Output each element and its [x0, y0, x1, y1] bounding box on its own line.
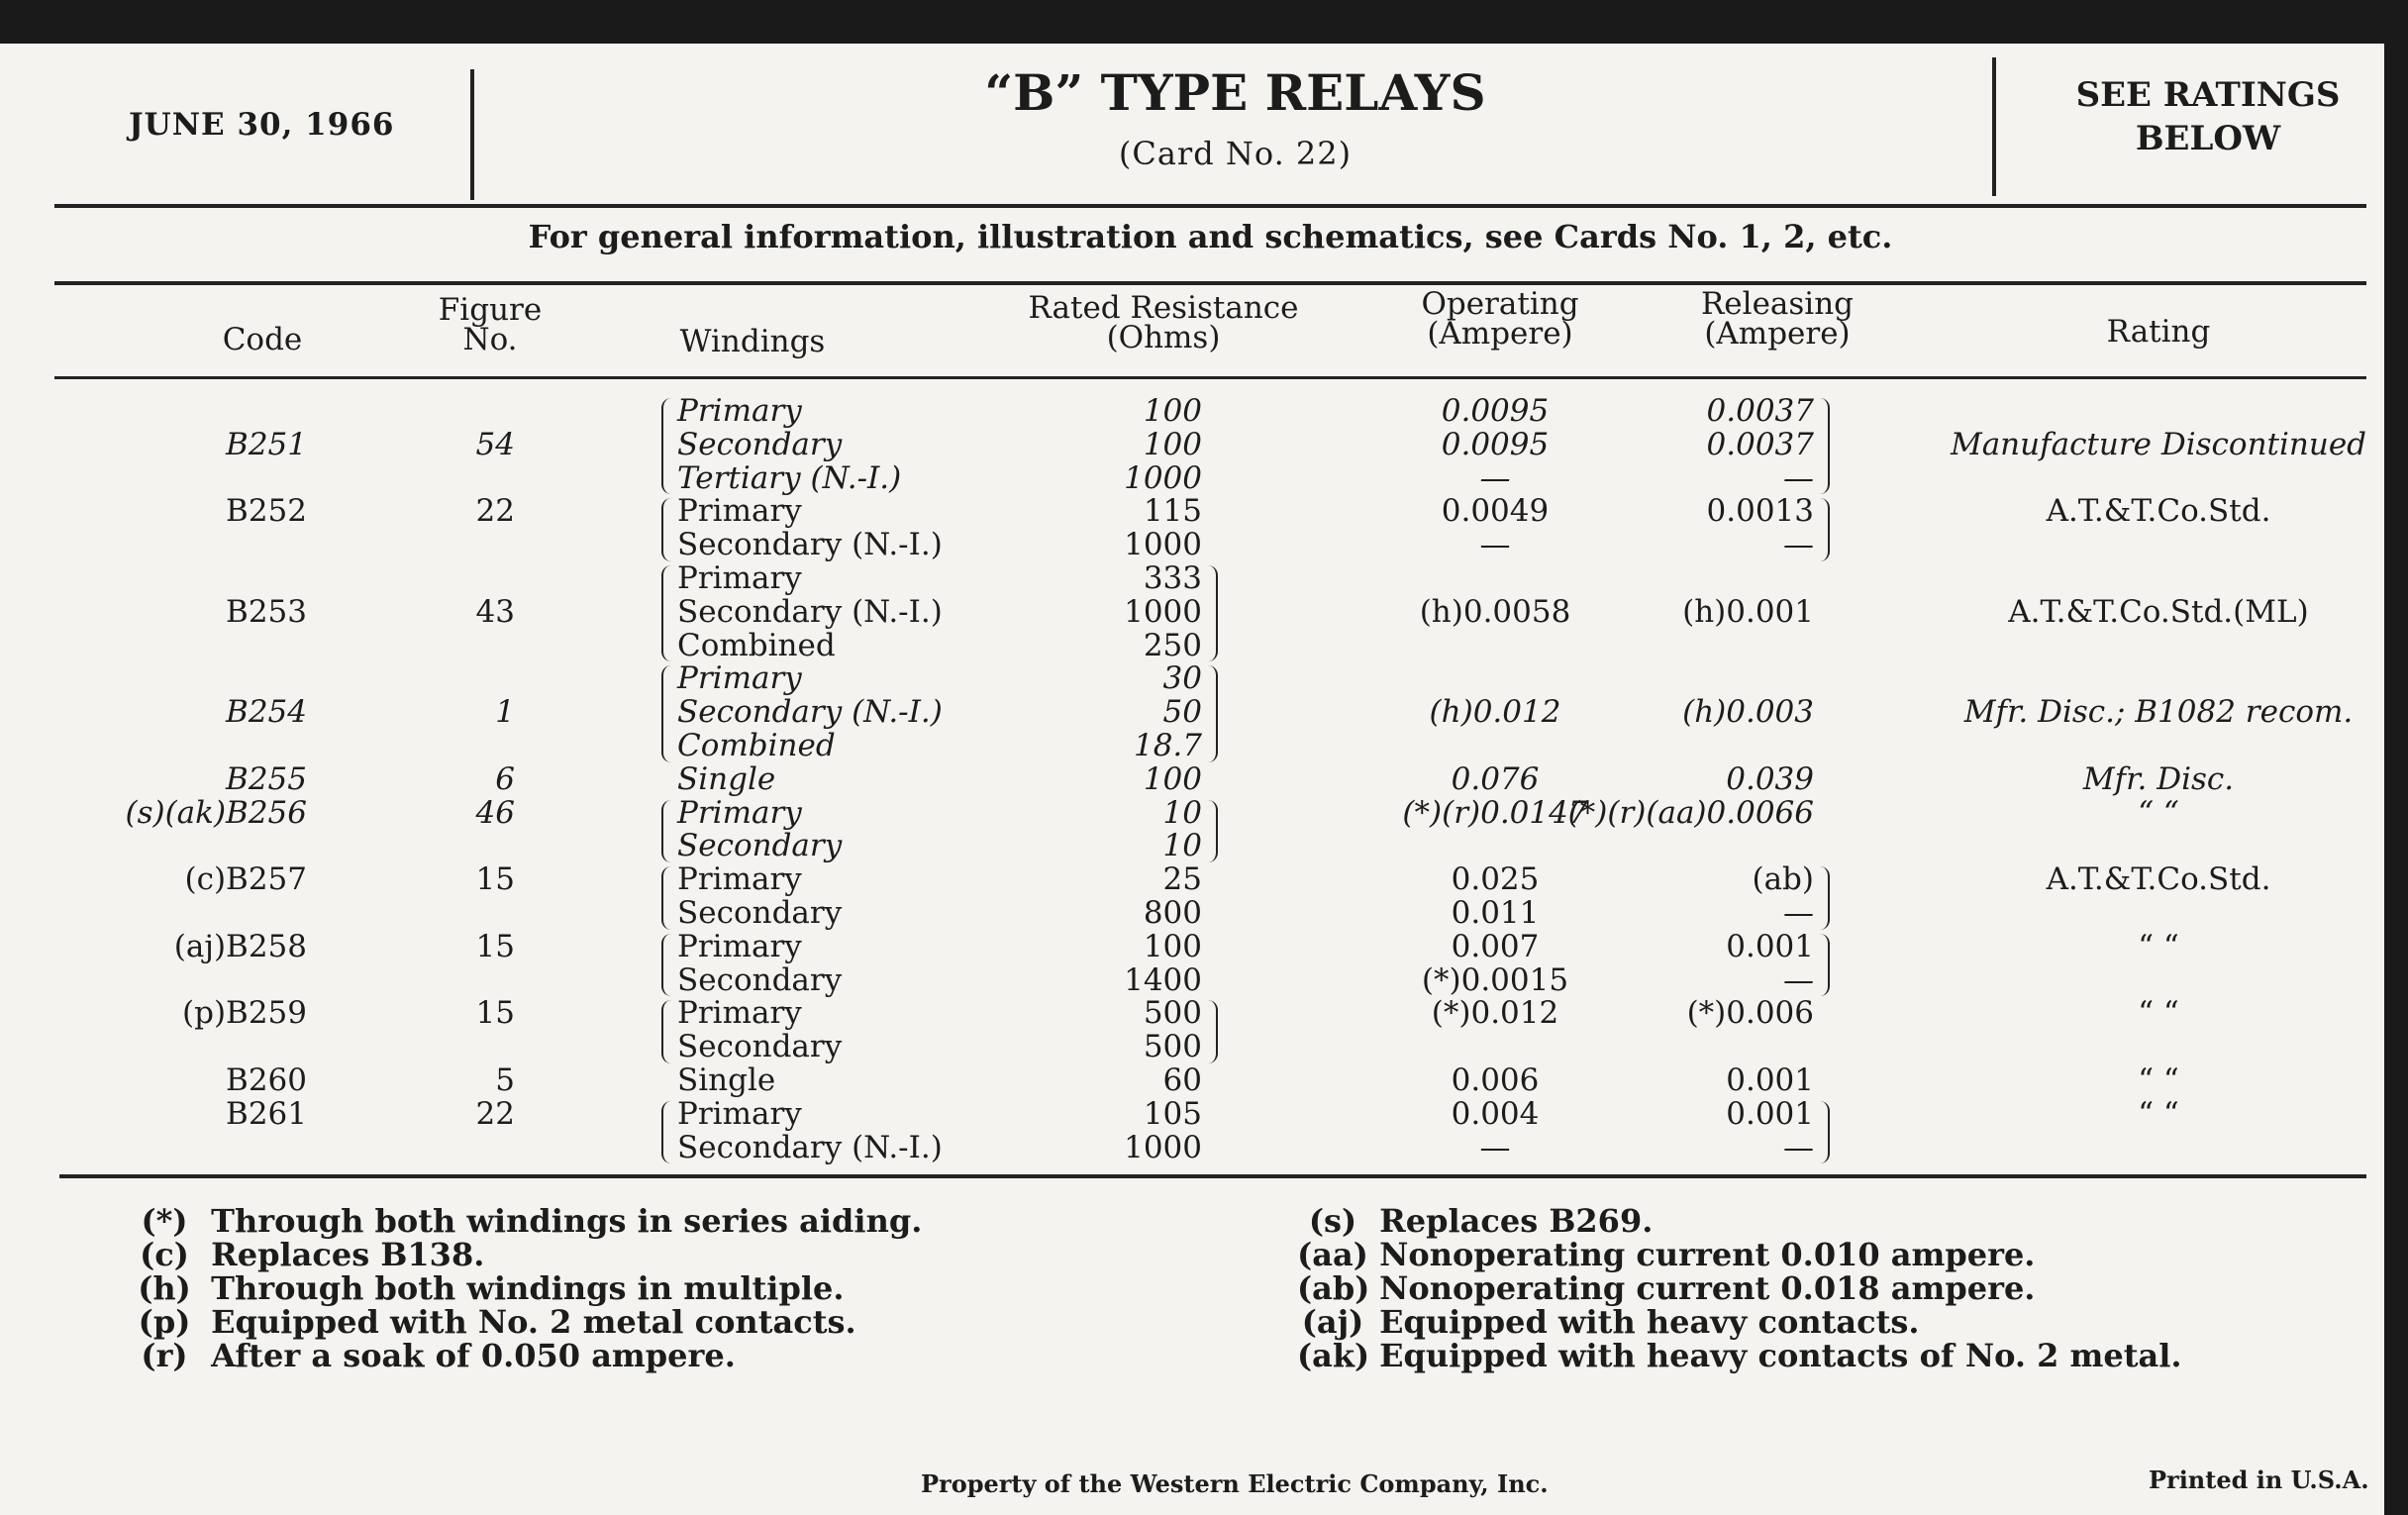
rule-info	[54, 281, 2366, 285]
footnote-key: (ab)	[1297, 1269, 1370, 1307]
winding-brace	[661, 665, 671, 761]
footnote-text: Equipped with heavy contacts of No. 2 metal.	[1379, 1337, 2182, 1374]
relay-code: (p)B259	[182, 995, 307, 1032]
releasing-brace	[1820, 498, 1830, 561]
rated-resistance: 100	[1143, 928, 1202, 964]
rated-resistance: 60	[1162, 1062, 1202, 1098]
resistance-brace	[1208, 1000, 1218, 1063]
releasing-current: 0.0037	[1706, 393, 1814, 429]
resistance-brace	[1208, 800, 1218, 863]
rated-resistance: 10	[1162, 828, 1202, 864]
resistance-brace	[1208, 565, 1218, 661]
footnote	[1297, 1204, 1653, 1238]
relay-rating: “ “	[2138, 1095, 2179, 1132]
releasing-current: 0.0037	[1706, 426, 1814, 462]
rated-resistance: 1000	[1124, 459, 1202, 496]
footnote-text: Equipped with No. 2 metal contacts.	[211, 1303, 856, 1341]
footnote-key: (s)	[1308, 1202, 1357, 1240]
operating-current: 0.0095	[1441, 426, 1550, 462]
relay-rating: “ “	[2138, 995, 2179, 1032]
figure-number: 5	[495, 1062, 515, 1098]
footnote-text: Equipped with heavy contacts.	[1379, 1303, 1920, 1341]
winding-name: Primary	[677, 794, 802, 831]
operating-current: 0.006	[1451, 1062, 1540, 1098]
rated-resistance: 50	[1162, 694, 1202, 731]
figure-number: 15	[475, 928, 515, 964]
rated-resistance: 10	[1162, 794, 1202, 831]
winding-name: Primary	[677, 995, 802, 1032]
winding-name: Secondary (N.-I.)	[677, 694, 943, 731]
winding-name: Single	[677, 760, 776, 797]
releasing-brace	[1820, 866, 1830, 930]
rated-resistance: 115	[1143, 493, 1202, 530]
printed-in: Printed in U.S.A.	[2149, 1465, 2369, 1494]
releasing-current: (ab)	[1752, 861, 1814, 898]
winding-name: Tertiary (N.-I.)	[677, 459, 902, 496]
relay-rating: A.T.&T.Co.Std.(ML)	[2008, 593, 2309, 630]
operating-current: (h)0.0058	[1419, 593, 1571, 630]
footnote	[129, 1238, 484, 1271]
relay-rating: “ “	[2138, 928, 2179, 964]
col-operating	[1366, 286, 1634, 352]
relay-code: (c)B257	[184, 861, 307, 898]
col-windings: Windings	[679, 324, 826, 359]
property-notice: Property of the Western Electric Company, Inc.	[921, 1469, 1549, 1498]
relay-rating: A.T.&T.Co.Std.	[2046, 861, 2271, 898]
rated-resistance: 800	[1143, 895, 1202, 931]
header-divider-right	[1992, 57, 1996, 196]
releasing-current: 0.001	[1726, 1095, 1814, 1132]
winding-brace	[661, 1101, 671, 1164]
rated-resistance: 30	[1162, 660, 1202, 697]
winding-name: Primary	[677, 861, 802, 898]
winding-brace	[661, 1000, 671, 1063]
relay-code: B260	[226, 1062, 307, 1098]
footnote-key: (h)	[138, 1269, 191, 1307]
col-figure-line-2: No.	[462, 322, 518, 357]
footnote-text: Nonoperating current 0.010 ampere.	[1379, 1236, 2036, 1273]
winding-name: Secondary (N.-I.)	[677, 593, 943, 630]
col-releasing-line-2: (Ampere)	[1704, 316, 1851, 352]
footnote-key: (*)	[141, 1202, 188, 1240]
releasing-current: —	[1783, 1129, 1814, 1165]
figure-number: 6	[495, 760, 515, 797]
releasing-current: —	[1783, 527, 1814, 563]
rated-resistance: 18.7	[1133, 728, 1202, 763]
winding-brace	[661, 800, 671, 863]
col-resistance-line-1: Rated Resistance	[1028, 290, 1299, 326]
relay-code: B255	[226, 760, 307, 797]
relay-code: B253	[226, 593, 307, 630]
rated-resistance: 100	[1143, 393, 1202, 429]
footnote	[129, 1204, 922, 1238]
col-resistance	[990, 290, 1337, 355]
footnote-key: (aj)	[1301, 1303, 1364, 1341]
col-figure-line-1: Figure	[438, 292, 543, 328]
col-resistance-line-2: (Ohms)	[1106, 320, 1221, 355]
releasing-current: 0.001	[1726, 1062, 1814, 1098]
releasing-current	[1545, 1030, 1814, 1063]
relay-card	[0, 44, 2384, 1515]
col-rating: Rating	[2106, 314, 2211, 350]
relay-rating: Manufacture Discontinued	[1950, 426, 2367, 462]
card-date: JUNE 30, 1966	[129, 107, 395, 143]
releasing-current	[1545, 629, 1814, 662]
winding-name: Secondary	[677, 426, 843, 462]
operating-current: —	[1479, 459, 1511, 496]
footnote	[129, 1271, 844, 1305]
operating-current: (h)0.012	[1429, 694, 1561, 731]
winding-name: Secondary	[677, 828, 843, 864]
col-operating-line-1: Operating	[1421, 286, 1579, 322]
winding-name: Secondary (N.-I.)	[677, 527, 943, 563]
winding-name: Combined	[677, 627, 836, 663]
relay-rating: A.T.&T.Co.Std.	[2046, 493, 2271, 530]
col-releasing	[1644, 286, 1911, 352]
resistance-brace	[1208, 665, 1218, 761]
winding-name: Single	[677, 1062, 776, 1098]
winding-name: Primary	[677, 560, 802, 596]
header-divider-left	[470, 69, 474, 200]
col-operating-line-2: (Ampere)	[1427, 316, 1573, 352]
figure-number: 43	[475, 593, 515, 630]
figure-number: 15	[475, 995, 515, 1032]
rated-resistance: 1000	[1124, 527, 1202, 563]
rated-resistance: 1400	[1124, 961, 1202, 998]
footnote-key: (c)	[140, 1236, 189, 1273]
rated-resistance: 1000	[1124, 593, 1202, 630]
releasing-current: —	[1783, 895, 1814, 931]
see-ratings-line-1: SEE RATINGS	[2075, 75, 2341, 115]
footnote	[129, 1339, 736, 1372]
releasing-current	[1545, 561, 1814, 595]
relay-rating: Mfr. Disc.	[2082, 760, 2235, 797]
winding-name: Secondary	[677, 895, 843, 931]
rated-resistance: 500	[1143, 995, 1202, 1032]
operating-current: —	[1479, 1129, 1511, 1165]
operating-current: (*)0.0015	[1421, 961, 1569, 998]
winding-name: Primary	[677, 393, 802, 429]
relay-rating: “ “	[2138, 794, 2179, 831]
releasing-current: —	[1783, 459, 1814, 496]
relay-rating: “ “	[2138, 1062, 2179, 1098]
operating-current: 0.076	[1451, 760, 1540, 797]
footnote-text: Through both windings in series aiding.	[211, 1202, 923, 1240]
see-ratings-line-2: BELOW	[2135, 119, 2281, 158]
operating-current: 0.004	[1451, 1095, 1540, 1132]
releasing-current: 0.0013	[1706, 493, 1814, 530]
footnote	[1297, 1339, 2182, 1372]
winding-name: Primary	[677, 660, 802, 697]
releasing-current: 0.001	[1726, 928, 1814, 964]
relay-code: (s)(ak)B256	[125, 794, 307, 831]
general-info: For general information, illustration and schematics, see Cards No. 1, 2, etc.	[528, 218, 1893, 255]
relay-code: B261	[226, 1095, 307, 1132]
winding-brace	[661, 498, 671, 561]
operating-current: —	[1479, 527, 1511, 563]
rated-resistance: 333	[1143, 560, 1202, 596]
winding-name: Secondary (N.-I.)	[677, 1129, 943, 1165]
releasing-current: 0.039	[1726, 760, 1814, 797]
operating-current: (*)0.012	[1431, 995, 1559, 1032]
rated-resistance: 100	[1143, 426, 1202, 462]
footnote-key: (p)	[138, 1303, 191, 1341]
footnote-text: Nonoperating current 0.018 ampere.	[1379, 1269, 2036, 1307]
winding-brace	[661, 565, 671, 661]
relay-code: B251	[226, 426, 307, 462]
winding-name: Primary	[677, 928, 802, 964]
operating-current: 0.0049	[1441, 493, 1550, 530]
rated-resistance: 105	[1143, 1095, 1202, 1132]
figure-number: 15	[475, 861, 515, 898]
winding-brace	[661, 398, 671, 494]
releasing-current: (*)(r)(aa)0.0066	[1567, 794, 1814, 831]
page-title: “B” TYPE RELAYS	[984, 63, 1486, 122]
winding-brace	[661, 934, 671, 997]
winding-brace	[661, 866, 671, 930]
releasing-current: (h)0.003	[1682, 694, 1814, 731]
relay-code: B254	[226, 694, 307, 731]
releasing-current	[1545, 661, 1814, 695]
releasing-brace	[1820, 934, 1830, 997]
relay-code: B252	[226, 493, 307, 530]
figure-number: 54	[475, 426, 515, 462]
figure-number: 22	[475, 493, 515, 530]
footnote-text: Through both windings in multiple.	[211, 1269, 845, 1307]
col-figure	[416, 292, 564, 357]
card-number: (Card No. 22)	[1118, 135, 1353, 172]
releasing-current: (h)0.001	[1682, 593, 1814, 630]
figure-number: 46	[475, 794, 515, 831]
footnote	[1297, 1271, 2035, 1305]
footnote-key: (aa)	[1297, 1236, 1368, 1273]
footnote-text: After a soak of 0.050 ampere.	[211, 1337, 736, 1374]
releasing-brace	[1820, 1101, 1830, 1164]
rated-resistance: 500	[1143, 1029, 1202, 1065]
operating-current: 0.025	[1451, 861, 1540, 898]
relay-rating: Mfr. Disc.; B1082 recom.	[1963, 694, 2354, 731]
releasing-current	[1545, 729, 1814, 762]
operating-current: (*)(r)0.0147	[1402, 794, 1588, 831]
releasing-current	[1545, 829, 1814, 862]
footnote-key: (r)	[141, 1337, 188, 1374]
rule-header	[54, 376, 2366, 379]
footnote	[1297, 1305, 1920, 1339]
winding-name: Secondary	[677, 961, 843, 998]
footnote-key: (ak)	[1297, 1337, 1370, 1374]
releasing-current: —	[1783, 961, 1814, 998]
figure-number: 22	[475, 1095, 515, 1132]
rated-resistance: 25	[1162, 861, 1202, 898]
relay-code: (aj)B258	[173, 928, 307, 964]
operating-current: 0.007	[1451, 928, 1540, 964]
winding-name: Primary	[677, 1095, 802, 1132]
col-releasing-line-1: Releasing	[1700, 286, 1855, 322]
rule-top	[54, 204, 2366, 208]
col-code: Code	[222, 322, 303, 357]
figure-number: 1	[495, 694, 515, 731]
rated-resistance: 100	[1143, 760, 1202, 797]
releasing-current: (*)0.006	[1686, 995, 1814, 1032]
footnote-text: Replaces B269.	[1379, 1202, 1654, 1240]
rated-resistance: 1000	[1124, 1129, 1202, 1165]
operating-current: 0.0095	[1441, 393, 1550, 429]
winding-name: Secondary	[677, 1029, 843, 1065]
releasing-brace	[1820, 398, 1830, 494]
see-ratings-note	[2000, 73, 2408, 160]
footnote	[129, 1305, 856, 1339]
winding-name: Primary	[677, 493, 802, 530]
footnote	[1297, 1238, 2035, 1271]
rated-resistance: 250	[1143, 627, 1202, 663]
footnote-text: Replaces B138.	[211, 1236, 485, 1273]
rule-bottom	[59, 1174, 2366, 1178]
operating-current: 0.011	[1451, 895, 1540, 931]
winding-name: Combined	[677, 728, 836, 763]
